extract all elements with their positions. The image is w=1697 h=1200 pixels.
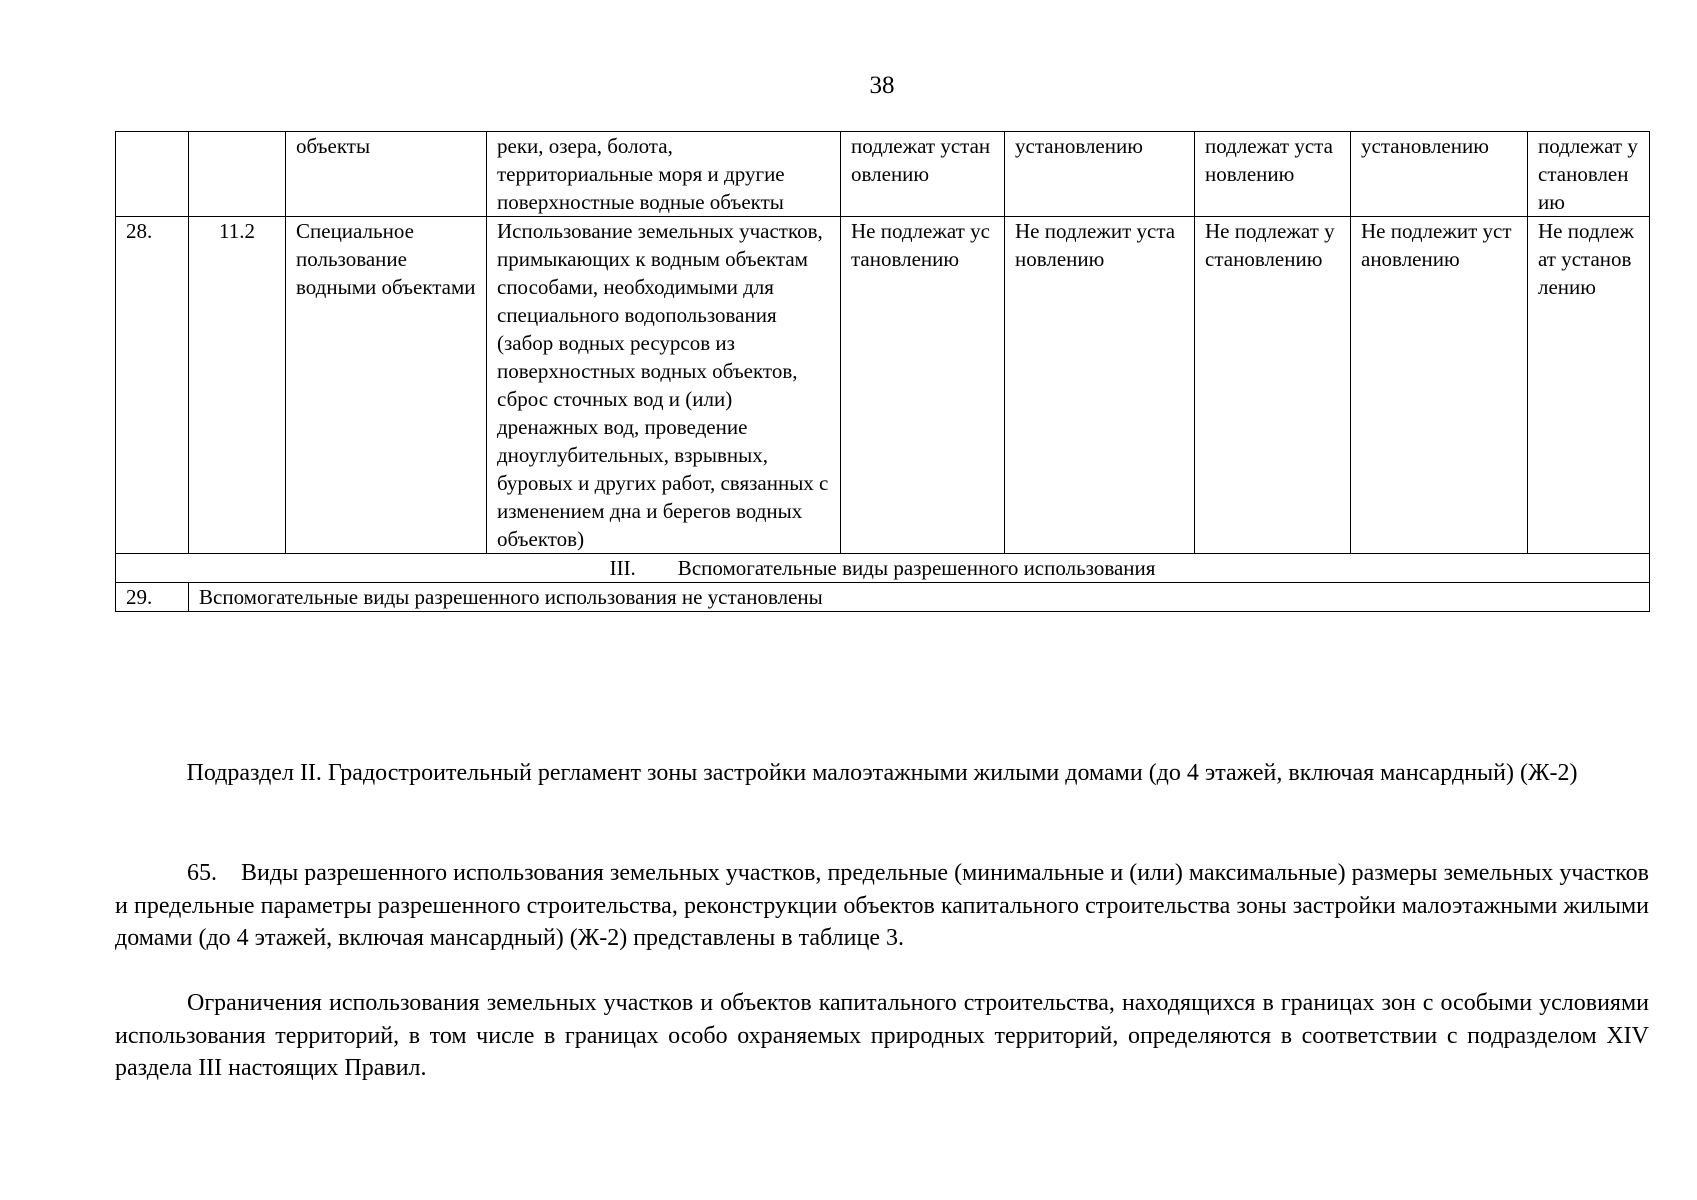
parameter-4: Не подлежит установлению: [1351, 217, 1528, 554]
paragraph-restrictions: Ограничения использования земельных участков и объектов капитального строительства, находящихся в границах зон с особыми условиями использования территорий, в том числе в границах особо охраняемых природных территорий, определяются в соответствии с подразделом XIV раздела III настоящих Правил.: [115, 990, 1649, 1081]
parameter-1: подлежат установлению: [841, 132, 1005, 217]
parameter-3: Не подлежат установлению: [1195, 217, 1351, 554]
row-number: 29.: [116, 583, 189, 612]
row-number: [116, 132, 189, 217]
parameter-2: Не подлежит установлению: [1005, 217, 1195, 554]
use-code: [189, 132, 286, 217]
parameter-5: Не подлежат установлению: [1528, 217, 1650, 554]
parameter-4: установлению: [1351, 132, 1528, 217]
use-name: Специальное пользование водными объектами: [286, 217, 487, 554]
table-row: [116, 583, 1650, 612]
use-code: 11.2: [189, 217, 286, 554]
section-3-heading: III. Вспомогательные виды разрешенного использования: [116, 554, 1650, 583]
use-description: Использование земельных участков, примыкающих к водным объектам способами, необходимыми для специального водопользования (забор водных ресурсов из поверхностных водных объектов, сброс сточных вод и (или) дренажных вод, проведение дноуглубительных, взрывных, буровых и других работ, связанных с изменением дна и берегов водных объектов): [487, 217, 841, 554]
table-row: [116, 217, 1650, 554]
paragraph-65: 65. Виды разрешенного использования земельных участков, предельные (минимальные и (или) максимальные) размеры земельных участков и предельные параметры разрешенного строительства, реконструкции объектов капитального строительства зоны застройки малоэтажными жилыми домами (до 4 этажей, включая мансардный) (Ж-2) представлены в таблице 3.: [115, 860, 1649, 951]
use-description: реки, озера, болота, территориальные моря и другие поверхностные водные объекты: [487, 132, 841, 217]
section-heading-row: [116, 554, 1650, 583]
parameter-2: установлению: [1005, 132, 1195, 217]
parameter-5: подлежат установлению: [1528, 132, 1650, 217]
page-number: 38: [869, 72, 895, 99]
row-number: 28.: [116, 217, 189, 554]
parameter-3: подлежат установлению: [1195, 132, 1351, 217]
subsection-heading: Подраздел II. Градостроительный регламент зоны застройки малоэтажными жилыми домами (до 4 этажей, включая мансардный) (Ж-2): [186, 760, 1578, 786]
regulations-table: [115, 131, 1650, 612]
use-name: объекты: [286, 132, 487, 217]
row-29-text: Вспомогательные виды разрешенного использования не установлены: [189, 583, 1650, 612]
parameter-1: Не подлежат установлению: [841, 217, 1005, 554]
table-row: [116, 132, 1650, 217]
